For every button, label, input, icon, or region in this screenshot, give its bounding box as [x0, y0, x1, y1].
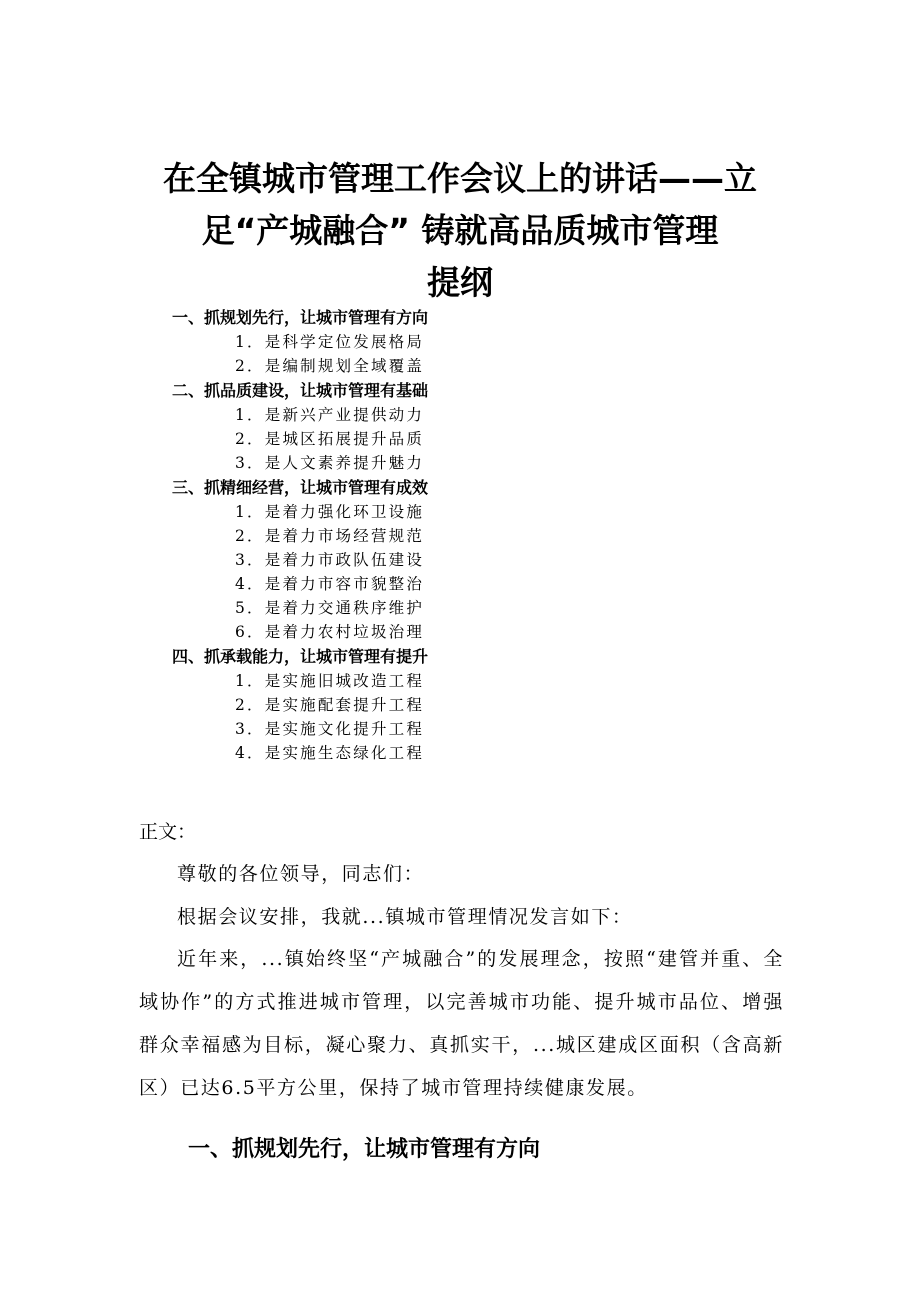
greeting: 尊敬的各位领导，同志们： — [177, 863, 425, 885]
outline-item: 1．是实施旧城改造工程 — [235, 672, 425, 690]
outline-item: 1．是着力强化环卫设施 — [235, 503, 425, 521]
intro-paragraph: 根据会议安排，我就...镇城市管理情况发言如下： — [177, 906, 633, 928]
outline-item: 4．是实施生态绿化工程 — [235, 744, 425, 762]
outline-heading: 三、抓精细经营，让城市管理有成效 — [172, 478, 429, 497]
outline-item: 2．是编制规划全域覆盖 — [235, 357, 425, 375]
outline-item: 1．是科学定位发展格局 — [235, 333, 425, 351]
outline-heading: 一、抓规划先行，让城市管理有方向 — [172, 308, 429, 327]
outline-heading: 二、抓品质建设，让城市管理有基础 — [172, 381, 429, 400]
outline-item: 2．是城区拓展提升品质 — [235, 430, 425, 448]
document-title — [100, 153, 820, 309]
outline-item: 3．是实施文化提升工程 — [235, 720, 425, 738]
title-line-1: 在全镇城市管理工作会议上的讲话——立 — [163, 159, 757, 198]
outline-item: 3．是人文素养提升魅力 — [235, 454, 425, 472]
title-line-2: 足“产城融合” 铸就高品质城市管理 — [201, 211, 719, 250]
outline-item: 4．是着力市容市貌整治 — [235, 575, 425, 593]
outline-item: 2．是着力市场经营规范 — [235, 527, 425, 545]
body-paragraph: 近年来，...镇始终坚“产城融合”的发展理念，按照“建管并重、全域协作”的方式推进城市管理，以完善城市功能、提升城市品位、增强群众幸福感为目标，凝心聚力、真抓实干，...城区建成区面积（含高新区）已达6.5平方公里，保持了城市管理持续健康发展。 — [139, 948, 784, 1099]
outline-heading: 四、抓承载能力，让城市管理有提升 — [172, 647, 429, 666]
section-heading: 一、抓规划先行，让城市管理有方向 — [188, 1137, 541, 1162]
outline-item: 2．是实施配套提升工程 — [235, 696, 425, 714]
outline-item: 6．是着力农村垃圾治理 — [235, 623, 425, 641]
outline-item: 3．是着力市政队伍建设 — [235, 551, 425, 569]
outline-item: 1．是新兴产业提供动力 — [235, 406, 425, 424]
outline-item: 5．是着力交通秩序维护 — [235, 599, 425, 617]
body-label: 正文： — [139, 821, 197, 843]
title-line-3: 提纲 — [427, 263, 493, 302]
